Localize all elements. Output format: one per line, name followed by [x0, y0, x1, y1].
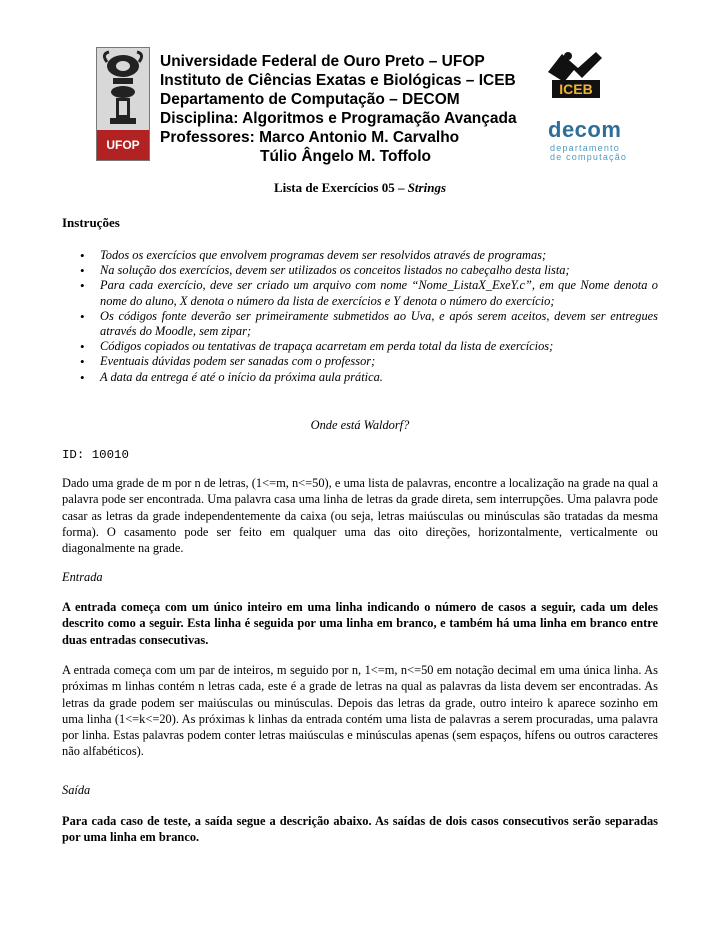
decom-logo-sub-line2: de computação	[550, 152, 628, 162]
ufop-emblem-icon	[97, 48, 149, 130]
instruction-item: • Os códigos fonte deverão ser primeiramente submetidos ao Uva, e após serem aceitos, devem ser entregues através do Moodle, sem zipar;	[80, 309, 658, 339]
input-text: A entrada começa com um par de inteiros, m seguido por n, 1<=m, n<=50 em notação decimal em uma única linha. As próximas m linhas contém n letras cada, este é a grade de letras na qual as palavras da lista devem ser encontradas. As letras da grade podem ser maiúsculas ou minúsculas. Depois das letras da grade, outro inteiro k aparece sozinho em uma linha (1<=k<=20). As próximas k linhas da entrada contém uma lista de palavras a serem procuradas, uma palavra por linha. Estas palavras podem conter letras maiúsculas e minúsculas apenas (sem espaços, hífens ou outros caracteres não alfabéticos).	[62, 663, 658, 759]
iceb-logo	[544, 46, 606, 102]
instruction-item: • A data da entrega é até o início da próxima aula prática.	[80, 370, 658, 385]
title-emphasis: Strings	[407, 180, 447, 195]
problem-title: Onde está Waldorf?	[310, 418, 410, 432]
header-line-department: Departamento de Computação – DECOM	[160, 91, 460, 108]
header-line-professors: Professores: Marco Antonio M. Carvalho	[160, 129, 460, 146]
institution-header	[160, 52, 517, 166]
decom-logo-word: decom	[548, 117, 622, 142]
problem-id: ID: 10010	[62, 448, 129, 462]
ufop-logo	[96, 47, 150, 161]
document-title	[0, 180, 720, 196]
decom-logo-sub-line1: departamento	[550, 143, 620, 153]
problem-description: Dado uma grade de m por n de letras, (1<=m, n<=50), e uma lista de palavras, encontre a localização na grade na qual a palavra pode ser encontrada. Uma palavra casa uma linha de letras da grade direta, sem interrupções. Uma palavra pode casar as letras da grade independentemente da caixa (ou seja, letras maiúsculas ou minúsculas são tratadas da mesma forma). O casamento pode ser feito em qualquer uma das oito direções, horizontalmente, verticalmente ou diagonalmente na grade.	[62, 476, 658, 556]
header-line-institute: Instituto de Ciências Exatas e Biológicas – ICEB	[160, 72, 516, 89]
header-line-discipline: Disciplina: Algoritmos e Programação Avançada	[160, 110, 517, 127]
iceb-label: ICEB	[559, 81, 593, 97]
output-bold-text: Para cada caso de teste, a saída segue a descrição abaixo. As saídas de dois casos consecutivos serão separadas por uma linha em branco.	[62, 814, 658, 845]
instructions-heading: Instruções	[62, 215, 120, 230]
instructions-list	[80, 248, 658, 385]
output-label: Saída	[62, 783, 91, 797]
instruction-item: • Todos os exercícios que envolvem programas devem ser resolvidos através de programas;	[80, 248, 658, 263]
instruction-item: • Na solução dos exercícios, devem ser utilizados os conceitos listados no cabeçalho desta lista;	[80, 263, 658, 278]
header-line-university: Universidade Federal de Ouro Preto – UFOP	[160, 53, 485, 70]
instruction-item: • Códigos copiados ou tentativas de trapaça acarretam em perda total da lista de exercícios;	[80, 339, 658, 354]
ufop-badge: UFOP	[97, 130, 149, 160]
decom-logo-sub	[550, 144, 627, 162]
instruction-item: • Eventuais dúvidas podem ser sanadas com o professor;	[80, 354, 658, 369]
input-bold-text: A entrada começa com um único inteiro em uma linha indicando o número de casos a seguir, cada um deles descrito como a seguir. Esta linha é seguida por uma linha em branco, e também há uma linha em branco entre duas entradas consecutivas.	[62, 600, 658, 647]
title-prefix: Lista de Exercícios 05 –	[273, 180, 408, 195]
header-line-professor-2: Túlio Ângelo M. Toffolo	[260, 148, 432, 165]
instruction-item: • Para cada exercício, deve ser criado um arquivo com nome “Nome_ListaX_ExeY.c”, em que Nome denota o nome do aluno, X denota o número da lista de exercícios e Y denota o número do exercício;	[80, 278, 658, 308]
input-label: Entrada	[62, 570, 103, 584]
